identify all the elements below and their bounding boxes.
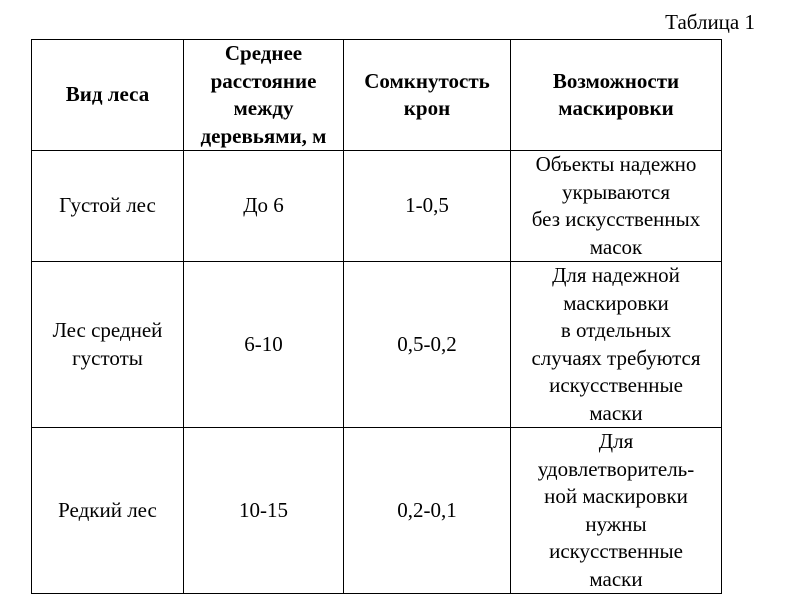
cell-masking-options: Для удовлетворитель- ной маскировки нужны искусственные маски — [511, 428, 722, 594]
header-forest-type: Вид леса — [32, 40, 184, 151]
header-masking-options: Возможности маскировки — [511, 40, 722, 151]
table-row — [32, 151, 722, 262]
cell-tree-distance: До 6 — [184, 151, 344, 262]
cell-canopy-density: 1-0,5 — [344, 151, 511, 262]
cell-masking-options: Объекты надежно укрываются без искусственных масок — [511, 151, 722, 262]
header-canopy-density: Сомкнутость крон — [344, 40, 511, 151]
table-row — [32, 262, 722, 428]
cell-canopy-density: 0,5-0,2 — [344, 262, 511, 428]
cell-masking-options: Для надежной маскировки в отдельных случаях требуются искусственные маски — [511, 262, 722, 428]
cell-canopy-density: 0,2-0,1 — [344, 428, 511, 594]
table-caption: Таблица 1 — [665, 10, 755, 34]
cell-forest-type: Редкий лес — [32, 428, 184, 594]
cell-forest-type: Лес средней густоты — [32, 262, 184, 428]
cell-tree-distance: 10-15 — [184, 428, 344, 594]
cell-forest-type: Густой лес — [32, 151, 184, 262]
forest-masking-table — [31, 39, 722, 594]
table-row — [32, 428, 722, 594]
header-tree-distance: Среднее расстояние между деревьями, м — [184, 40, 344, 151]
table-header-row — [32, 40, 722, 151]
cell-tree-distance: 6-10 — [184, 262, 344, 428]
